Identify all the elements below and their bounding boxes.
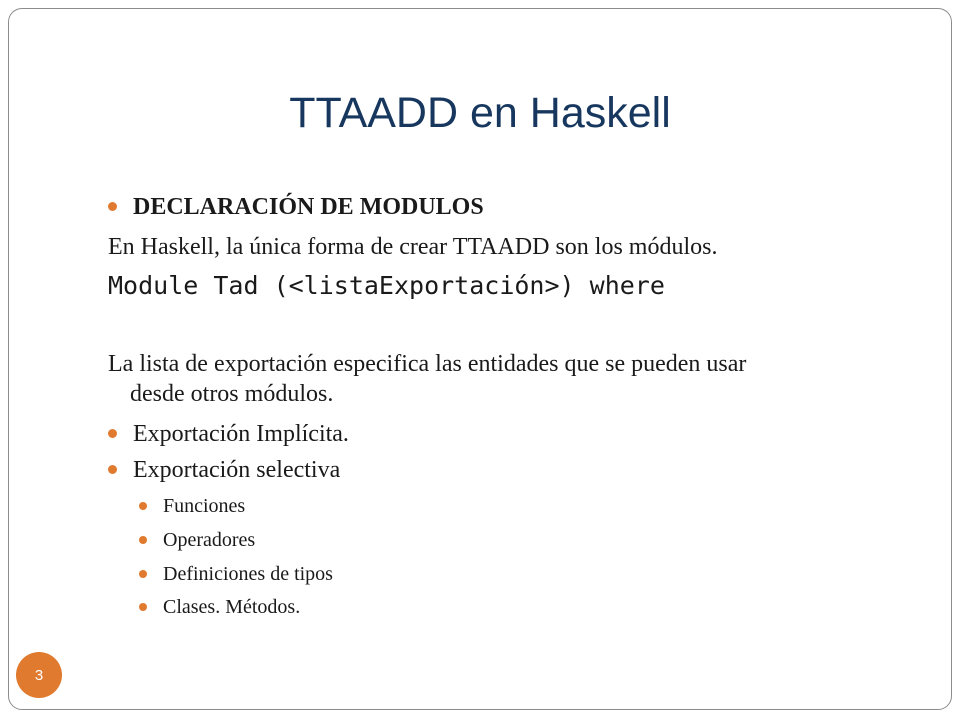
section-heading: DECLARACIÓN DE MODULOS — [133, 194, 484, 220]
export-list-text-line2: desde otros módulos. — [130, 381, 334, 407]
sub-bullet-dot — [139, 502, 147, 510]
intro-text: En Haskell, la única forma de crear TTAADD son los módulos. — [108, 234, 718, 260]
bullet-item: Exportación Implícita. — [133, 421, 349, 447]
sub-bullet-item: Definiciones de tipos — [163, 563, 333, 585]
bullet-dot — [108, 465, 117, 474]
sub-bullet-dot — [139, 536, 147, 544]
sub-bullet-item: Clases. Métodos. — [163, 596, 301, 618]
slide-title: TTAADD en Haskell — [289, 89, 671, 137]
export-list-text-line1: La lista de exportación especifica las entidades que se pueden usar — [108, 351, 747, 377]
sub-bullet-item: Funciones — [163, 495, 246, 517]
sub-bullet-item: Operadores — [163, 529, 256, 551]
bullet-dot — [108, 429, 117, 438]
code-line: Module Tad (<listaExportación>) where — [108, 271, 665, 300]
bullet-dot — [108, 202, 117, 211]
page-number-badge: 3 — [16, 652, 62, 698]
sub-bullet-dot — [139, 570, 147, 578]
bullet-item: Exportación selectiva — [133, 457, 341, 483]
sub-bullet-dot — [139, 603, 147, 611]
